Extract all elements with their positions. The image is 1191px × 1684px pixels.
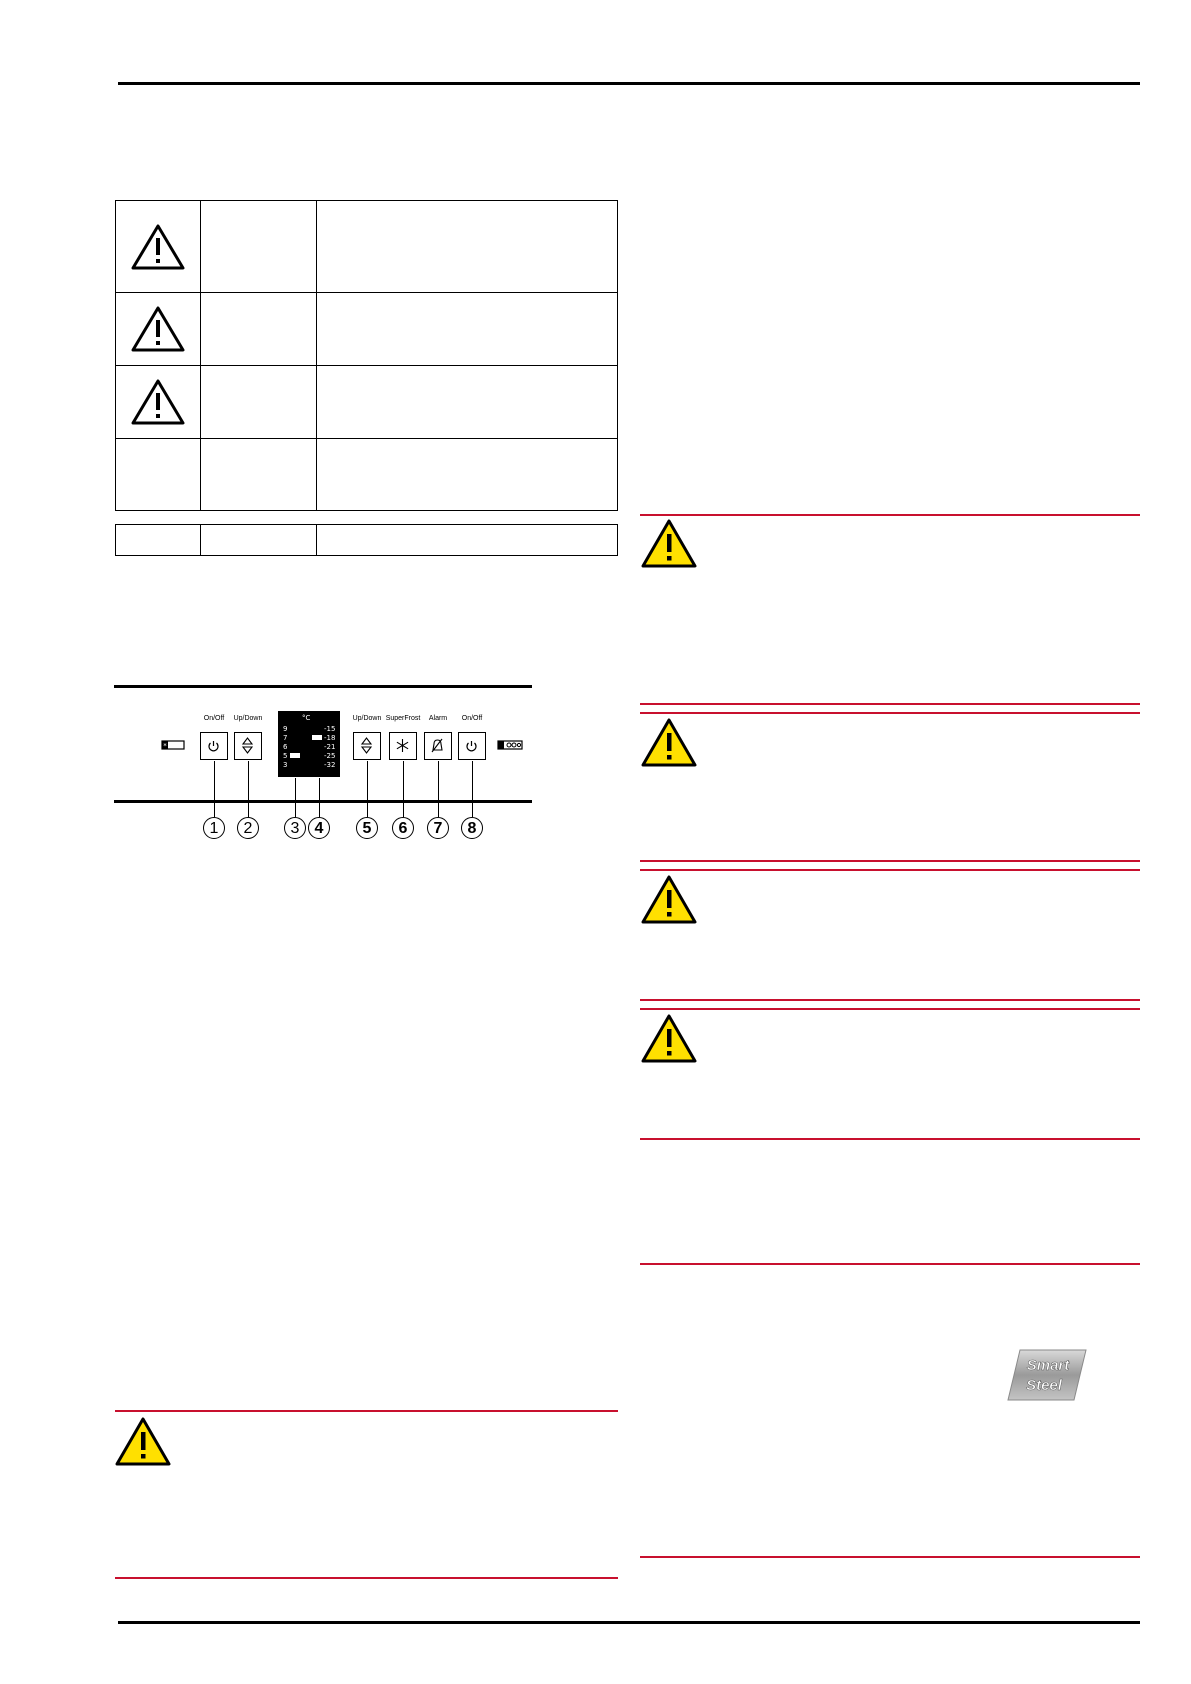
warning-box-top-rule — [640, 712, 1140, 714]
right-scale-21: -21 — [324, 743, 336, 751]
symbol-table-extra — [115, 524, 618, 556]
label-updown-left: Up/Down — [233, 715, 263, 722]
symbol-desc-cell — [317, 201, 618, 293]
display-unit: °C — [302, 714, 311, 722]
callout-8: 8 — [461, 817, 483, 839]
symbol-cell — [116, 293, 201, 366]
callout-2: 2 — [237, 817, 259, 839]
alarm-button[interactable] — [424, 732, 452, 760]
leader-line — [295, 778, 296, 817]
warning-box-bottom-rule — [640, 1138, 1140, 1140]
warning-yellow-icon — [640, 518, 698, 570]
note-box-bottom-rule — [640, 1556, 1140, 1558]
header-rule — [118, 82, 1140, 85]
fridge-level-bar — [290, 753, 300, 758]
warning-box-bottom-rule — [640, 999, 1140, 1001]
symbol-cell — [116, 366, 201, 439]
callout-7: 7 — [427, 817, 449, 839]
footer-rule — [118, 1621, 1140, 1624]
onoff-button-right[interactable] — [458, 732, 486, 760]
left-scale-7: 7 — [283, 734, 288, 742]
alarm-mute-icon — [425, 733, 450, 758]
callout-6: 6 — [392, 817, 414, 839]
label-alarm: Alarm — [428, 715, 448, 722]
right-scale-18: -18 — [324, 734, 336, 742]
leader-line — [319, 778, 320, 817]
power-icon — [459, 733, 484, 758]
warning-outline-icon — [130, 377, 186, 427]
logo-line1: Smart — [1026, 1357, 1070, 1374]
temperature-display — [278, 711, 340, 777]
leader-line — [472, 761, 473, 817]
panel-bottom-rule — [114, 800, 532, 803]
warning-outline-icon — [130, 222, 186, 272]
warning-yellow-icon — [640, 717, 698, 769]
callout-1: 1 — [203, 817, 225, 839]
symbol-table — [115, 200, 618, 511]
up-down-arrows-icon — [235, 733, 260, 758]
warning-box-top-rule — [640, 1008, 1140, 1010]
snowflake-icon — [390, 733, 415, 758]
updown-button-right[interactable] — [353, 732, 381, 760]
symbol-term-cell — [201, 366, 317, 439]
warning-yellow-icon — [640, 874, 698, 926]
updown-button-left[interactable] — [234, 732, 262, 760]
symbol-term-cell — [201, 525, 317, 556]
symbol-term-cell — [201, 439, 317, 511]
callout-3: 3 — [284, 817, 306, 839]
freezer-indicator-icon — [497, 740, 523, 750]
fridge-indicator-icon — [161, 740, 185, 750]
svg-text:*: * — [163, 742, 167, 750]
left-scale-9: 9 — [283, 725, 288, 733]
left-scale-3: 3 — [283, 761, 288, 769]
panel-top-rule — [114, 685, 532, 688]
symbol-desc-cell — [317, 525, 618, 556]
note-box-bottom-rule — [640, 1263, 1140, 1265]
left-scale-5: 5 — [283, 752, 288, 760]
symbol-cell — [116, 201, 201, 293]
symbol-desc-cell — [317, 366, 618, 439]
warning-yellow-icon — [114, 1416, 172, 1468]
leader-line — [367, 761, 368, 817]
warning-box-bottom-rule — [115, 1577, 618, 1579]
symbol-term-cell — [201, 201, 317, 293]
warning-box-top-rule — [640, 869, 1140, 871]
power-icon — [201, 733, 226, 758]
leader-line — [403, 761, 404, 817]
freezer-level-bar — [312, 735, 322, 740]
callout-4: 4 — [308, 817, 330, 839]
symbol-cell — [116, 525, 201, 556]
leader-line — [214, 761, 215, 817]
right-scale-15: -15 — [324, 725, 336, 733]
right-scale-25: -25 — [324, 752, 336, 760]
label-updown-right: Up/Down — [352, 715, 382, 722]
label-onoff-right: On/Off — [461, 715, 483, 722]
symbol-desc-cell — [317, 439, 618, 511]
left-scale-6: 6 — [283, 743, 288, 751]
label-superfrost: SuperFrost — [385, 715, 421, 722]
warning-box-top-rule — [115, 1410, 618, 1412]
warning-box-bottom-rule — [640, 703, 1140, 705]
control-panel-diagram — [114, 685, 534, 845]
callout-5: 5 — [356, 817, 378, 839]
smartsteel-logo — [1006, 1348, 1088, 1402]
logo-line2: Steel — [1026, 1377, 1062, 1394]
warning-outline-icon — [130, 304, 186, 354]
superfrost-button[interactable] — [389, 732, 417, 760]
symbol-term-cell — [201, 293, 317, 366]
label-onoff-left: On/Off — [203, 715, 225, 722]
symbol-cell — [116, 439, 201, 511]
right-scale-32: -32 — [324, 761, 336, 769]
warning-box-top-rule — [640, 514, 1140, 516]
up-down-arrows-icon — [354, 733, 379, 758]
warning-yellow-icon — [640, 1013, 698, 1065]
leader-line — [248, 761, 249, 817]
leader-line — [438, 761, 439, 817]
warning-box-bottom-rule — [640, 860, 1140, 862]
onoff-button-left[interactable] — [200, 732, 228, 760]
symbol-desc-cell — [317, 293, 618, 366]
